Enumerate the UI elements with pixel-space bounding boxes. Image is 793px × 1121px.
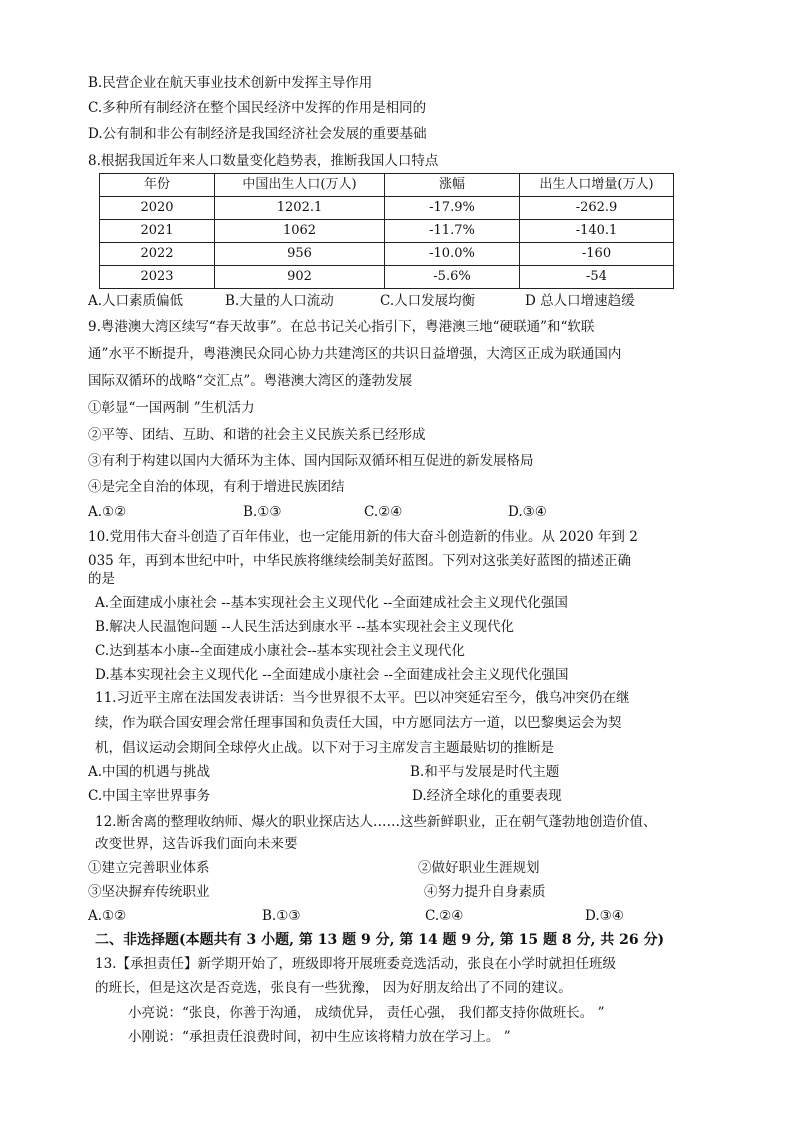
option-b: B.①③: [243, 504, 282, 520]
option-b: B.①③: [262, 908, 301, 924]
table-header-row: [100, 174, 674, 197]
statement-item: ③坚决摒弃传统职业: [88, 884, 210, 900]
table-cell: 956: [215, 243, 385, 266]
quote-line: 小刚说：“承担责任浪费时间，初中生应该将精力放在学习上。 ”: [128, 1029, 511, 1045]
table-header-cell: 中国出生人口(万人): [215, 174, 385, 197]
table-cell: -262.9: [520, 197, 674, 220]
statement-item: ④努力提升自身素质: [424, 884, 546, 900]
table-cell: 2022: [100, 243, 215, 266]
table-cell: -17.9%: [385, 197, 520, 220]
question-stem: 11.习近平主席在法国发表讲话：当今世界很不太平。巴以冲突延宕至今，俄乌冲突仍在继: [95, 690, 630, 706]
option-d: D.③④: [508, 504, 547, 520]
table-cell: 1202.1: [215, 197, 385, 220]
question-stem: 10.党用伟大奋斗创造了百年伟业，也一定能用新的伟大奋斗创造新的伟业。从 2020 年到 2: [88, 529, 638, 545]
option-c: C.人口发展均衡: [380, 293, 476, 309]
statement-item: ①建立完善职业体系: [88, 860, 210, 876]
quote-line: 小亮说：“张良，你善于沟通， 成绩优异， 责任心强， 我们都支持你做班长。 ”: [128, 1005, 605, 1021]
question-line: 机，倡议运动会期间全球停火止战。以下对于习主席发言主题最贴切的推断是: [95, 740, 554, 756]
question-stem: 8.根据我国近年来人口数量变化趋势表，推断我国人口特点: [88, 153, 439, 169]
table-cell: -10.0%: [385, 243, 520, 266]
option-b: B.大量的人口流动: [225, 293, 334, 309]
table-cell: 2023: [100, 266, 215, 289]
option-c: C.②④: [364, 504, 403, 520]
table-cell: -140.1: [520, 220, 674, 243]
table-cell: -11.7%: [385, 220, 520, 243]
question-line: D.公有制和非公有制经济是我国经济社会发展的重要基础: [88, 126, 427, 142]
table-header-cell: 涨幅: [385, 174, 520, 197]
table-row: [100, 243, 674, 266]
question-line: 国际双循环的战略“交汇点”。粤港澳大湾区的蓬勃发展: [88, 373, 413, 389]
table-cell: -160: [520, 243, 674, 266]
statement-item: ①彰显“一国两制 ”生机活力: [88, 400, 255, 416]
table-cell: 2020: [100, 197, 215, 220]
question-line: 续，作为联合国安理会常任理事国和负责任大国，中方愿同法方一道，以巴黎奥运会为契: [95, 715, 622, 731]
section-heading: 二、非选择题(本题共有 3 小题, 第 13 题 9 分, 第 14 题 9 分, 第 15 题 8 分, 共 26 分): [95, 932, 665, 948]
question-stem: 13.【承担责任】新学期开始了，班级即将开展班委竞选活动，张良在小学时就担任班级: [95, 956, 616, 972]
statement-item: ③有利于构建以国内大循环为主体、国内国际双循环相互促进的新发展格局: [88, 453, 534, 469]
statement-item: ②做好职业生涯规划: [418, 860, 540, 876]
table-header-cell: 年份: [100, 174, 215, 197]
question-line: 改变世界，这告诉我们面向未来要: [95, 836, 298, 852]
table-cell: 1062: [215, 220, 385, 243]
option-a: A.①②: [88, 504, 127, 520]
question-stem: 12.断舍离的整理收纳师、爆火的职业探店达人……这些新鲜职业，正在朝气蓬勃地创造价值、: [95, 814, 657, 830]
question-stem: 9.粤港澳大湾区续写“春天故事”。在总书记关心指引下，粤港澳三地“硬联通”和“软联: [88, 319, 595, 335]
table-row: [100, 197, 674, 220]
question-line: 035 年，再到本世纪中叶，中华民族将继续绘制美好蓝图。下列对这张美好蓝图的描述正确: [88, 553, 632, 569]
option-c: C.中国主宰世界事务: [88, 788, 211, 804]
option-d: D.经济全球化的重要表现: [412, 788, 562, 804]
table-cell: 902: [215, 266, 385, 289]
table-cell: 2021: [100, 220, 215, 243]
table-row: [100, 266, 674, 289]
option-a: A.①②: [88, 908, 127, 924]
population-table: [99, 173, 674, 289]
option-d: D 总人口增速趋缓: [525, 293, 635, 309]
option-b: B.和平与发展是时代主题: [410, 764, 560, 780]
question-line: 通”水平不断提升，粤港澳民众同心协力共建湾区的共识日益增强，大湾区正成为联通国内: [88, 346, 622, 362]
question-line: B.民营企业在航天事业技术创新中发挥主导作用: [88, 75, 373, 91]
option-b: B.解决人民温饱问题 --人民生活达到康水平 --基本实现社会主义现代化: [95, 619, 515, 635]
option-c: C.达到基本小康--全面建成小康社会--基本实现社会主义现代化: [95, 643, 465, 659]
table-row: [100, 220, 674, 243]
table-cell: -5.6%: [385, 266, 520, 289]
option-a: A.全面建成小康社会 --基本实现社会主义现代化 --全面建成社会主义现代化强国: [95, 595, 568, 611]
table-cell: -54: [520, 266, 674, 289]
question-line: C.多种所有制经济在整个国民经济中发挥的作用是相同的: [88, 100, 427, 116]
statement-item: ④是完全自治的体现，有利于增进民族团结: [88, 479, 345, 495]
table-header-cell: 出生人口增量(万人): [520, 174, 674, 197]
question-line: 的班长，但是这次是否竞选，张良有一些犹豫， 因为好朋友给出了不同的建议。: [95, 980, 572, 996]
option-c: C.②④: [425, 908, 464, 924]
option-a: A.中国的机遇与挑战: [88, 764, 211, 780]
question-line: 的是: [88, 571, 115, 587]
option-a: A.人口素质偏低: [88, 293, 184, 309]
option-d: D.③④: [585, 908, 624, 924]
option-d: D.基本实现社会主义现代化 --全面建成小康社会 --全面建成社会主义现代化强国: [95, 667, 569, 683]
statement-item: ②平等、团结、互助、和谐的社会主义民族关系已经形成: [88, 427, 426, 443]
